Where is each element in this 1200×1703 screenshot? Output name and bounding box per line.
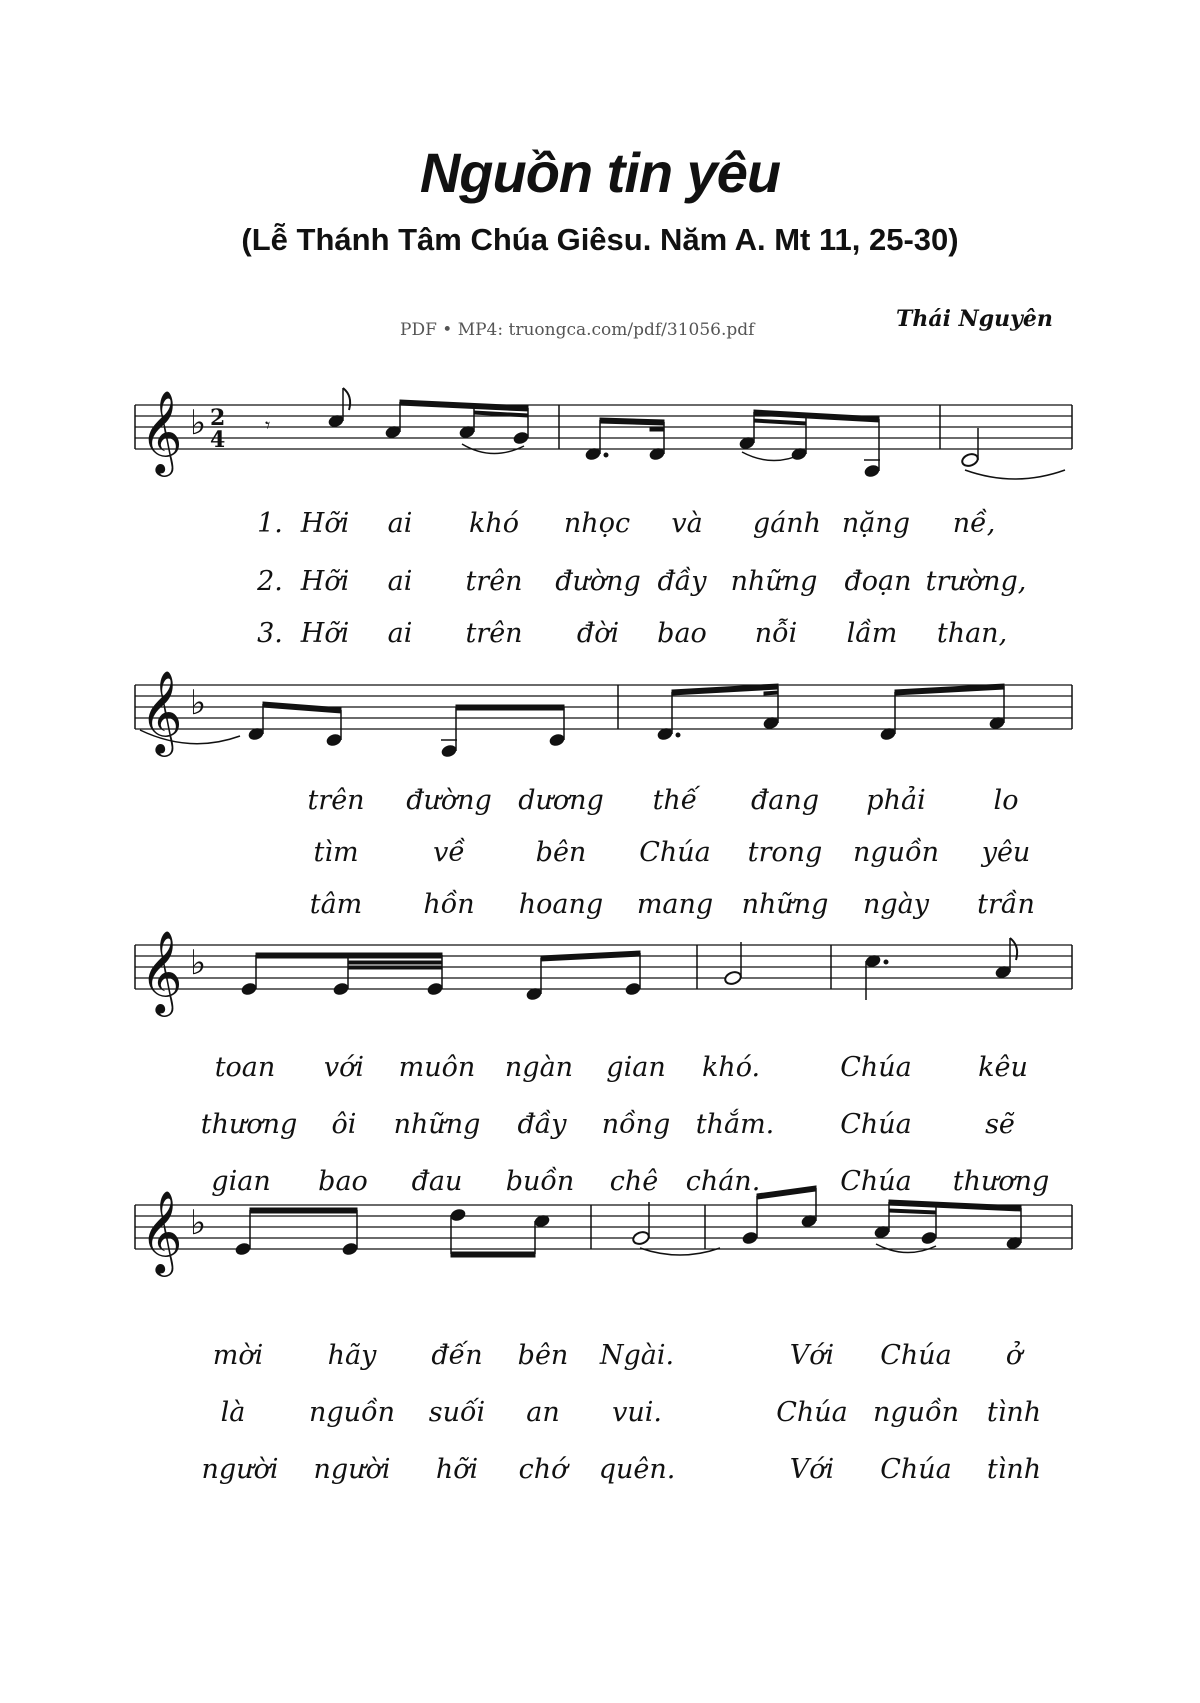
lyric-syllable: nồng (601, 1109, 671, 1140)
lyric-syllable: hoang (518, 889, 604, 920)
lyric-syllable: Với (789, 1340, 835, 1371)
lyric-syllable: đến (431, 1340, 483, 1371)
lyric-syllable: dương (518, 785, 604, 816)
lyric-syllable: mời (212, 1340, 264, 1371)
flat-icon: ♭ (190, 683, 207, 723)
notes-measure-2 (585, 410, 881, 478)
lyric-syllable: đường (406, 785, 492, 816)
lyric-syllable: ngày (862, 889, 930, 920)
lyric-syllable: bao (657, 618, 707, 649)
music-system-1 (0, 360, 1200, 500)
lyric-syllable: tình (986, 1397, 1042, 1428)
lyric-syllable: trên (307, 785, 365, 816)
lyric-syllable: Chúa (880, 1340, 952, 1371)
lyric-syllable: đau (411, 1166, 463, 1197)
song-title: Nguồn tin yêu (419, 141, 781, 204)
lyric-syllable: lo (993, 785, 1019, 816)
lyric-syllable: gian (211, 1166, 271, 1197)
lyric-syllable: tình (986, 1454, 1042, 1485)
lyric-syllable: và (671, 508, 703, 539)
lyric-syllable: Hỡi (300, 618, 350, 649)
lyric-syllable: nguồn (309, 1397, 395, 1428)
lyric-syllable: bên (535, 837, 587, 868)
lyric-syllable: suối (428, 1397, 486, 1428)
notes-measure-10 (632, 1202, 720, 1255)
lyric-syllable: quên. (598, 1454, 676, 1485)
lyric-syllable: toan (214, 1052, 276, 1083)
notes-measure-5 (657, 684, 1006, 741)
lyric-syllable: khó (468, 508, 520, 539)
lyric-syllable: bên (517, 1340, 569, 1371)
lyric-syllable: thắm. (695, 1109, 775, 1140)
lyric-syllable: muôn (398, 1052, 476, 1083)
lyric-syllable: nỗi (754, 618, 798, 649)
lyric-syllable: Chúa (840, 1109, 912, 1140)
music-system-3 (0, 900, 1200, 1040)
notes-measure-6 (241, 951, 642, 1001)
time-signature-top: 2 (210, 405, 226, 431)
lyric-syllable: hồn (423, 889, 475, 920)
lyric-syllable: trên (465, 566, 523, 597)
lyric-syllable: về (433, 837, 465, 868)
lyric-syllable: nề, (952, 508, 996, 539)
lyric-syllable: bao (318, 1166, 368, 1197)
lyric-syllable: an (526, 1397, 560, 1428)
lyric-verse-number: 1. (257, 508, 283, 539)
lyric-verse-number: 2. (257, 566, 283, 597)
lyric-syllable: lầm (846, 618, 898, 649)
lyric-syllable: gian (606, 1052, 666, 1083)
lyric-syllable: trường, (925, 566, 1027, 597)
lyric-syllable: sẽ (985, 1109, 1015, 1140)
lyric-syllable: ai (387, 566, 413, 597)
lyric-syllable: ở (1005, 1340, 1023, 1371)
lyric-syllable: mang (636, 889, 714, 920)
flat-icon: ♭ (190, 943, 207, 983)
staff-3 (0, 900, 1200, 1040)
lyric-syllable: nhọc (563, 508, 631, 539)
lyric-syllable: thương (200, 1109, 298, 1140)
lyric-syllable: gánh (752, 508, 822, 539)
lyric-syllable: ôi (331, 1109, 357, 1140)
notes-measure-7 (724, 942, 743, 986)
lyric-syllable: người (201, 1454, 279, 1485)
notes-measure-1 (328, 388, 530, 454)
lyric-syllable: chớ (518, 1454, 568, 1485)
song-subtitle: (Lễ Thánh Tâm Chúa Giêsu. Năm A. Mt 11, 25-30) (241, 222, 959, 257)
lyric-syllable: những (741, 889, 829, 920)
flat-icon: ♭ (190, 403, 207, 443)
treble-clef-icon: 𝄞 (140, 929, 183, 1013)
lyric-syllable: thương (952, 1166, 1050, 1197)
lyric-syllable: Chúa (880, 1454, 952, 1485)
lyric-syllable: đang (750, 785, 820, 816)
lyric-syllable: đoạn (844, 566, 912, 597)
lyric-syllable: những (730, 566, 818, 597)
lyric-syllable: trên (465, 618, 523, 649)
lyric-syllable: ngàn (504, 1052, 574, 1083)
music-system-2 (0, 640, 1200, 780)
lyric-syllable: tâm (309, 889, 363, 920)
lyric-syllable: Chúa (840, 1052, 912, 1083)
staff-2 (0, 640, 1200, 780)
notes-measure-3 (961, 428, 1065, 479)
lyric-syllable: với (323, 1052, 365, 1083)
lyric-syllable: đời (576, 618, 620, 649)
lyric-verse-number: 3. (257, 618, 283, 649)
lyric-syllable: kêu (978, 1052, 1028, 1083)
lyric-syllable: hãy (327, 1340, 377, 1371)
lyric-syllable: Hỡi (300, 566, 350, 597)
lyric-syllable: yêu (981, 837, 1031, 868)
treble-clef-icon: 𝄞 (140, 669, 183, 753)
lyric-syllable: thế (652, 785, 698, 816)
lyric-syllable: Chúa (776, 1397, 848, 1428)
lyric-syllable: trong (747, 837, 823, 868)
time-signature-bottom: 4 (210, 427, 226, 453)
lyric-syllable: phải (866, 785, 926, 816)
lyric-syllable: nguồn (853, 837, 939, 868)
lyric-syllable: Với (789, 1454, 835, 1485)
lyric-syllable: hỡi (435, 1454, 479, 1485)
composer-name: Thái Nguyên (896, 306, 1053, 332)
lyric-syllable: đường (555, 566, 641, 597)
lyric-syllable: là (220, 1397, 246, 1428)
lyric-syllable: đầy (657, 566, 707, 597)
lyric-syllable: vui. (612, 1397, 662, 1428)
lyric-syllable: khó. (701, 1052, 761, 1083)
lyric-syllable: nguồn (873, 1397, 959, 1428)
notes-measure-8 (865, 938, 1017, 1000)
lyric-syllable: than, (936, 618, 1008, 649)
lyric-syllable: Hỡi (300, 508, 350, 539)
lyric-syllable: ai (387, 618, 413, 649)
staff-1 (0, 360, 1200, 500)
lyric-syllable: chê (609, 1166, 659, 1197)
lyric-syllable: trần (977, 889, 1035, 920)
lyric-syllable: buồn (505, 1166, 575, 1197)
lyric-syllable: ai (387, 508, 413, 539)
lyric-syllable: Ngài. (599, 1340, 675, 1371)
lyric-syllable: nặng (841, 508, 911, 539)
lyric-syllable: những (393, 1109, 481, 1140)
flat-icon: ♭ (190, 1203, 207, 1243)
lyric-syllable: chán. (685, 1166, 761, 1197)
treble-clef-icon: 𝄞 (140, 389, 183, 473)
lyric-syllable: tìm (313, 837, 359, 868)
lyric-syllable: Chúa (840, 1166, 912, 1197)
lyric-syllable: người (313, 1454, 391, 1485)
eighth-rest-icon: 𝄾 (265, 413, 271, 437)
source-link[interactable]: PDF • MP4: truongca.com/pdf/31056.pdf (400, 320, 755, 340)
lyric-syllable: Chúa (639, 837, 711, 868)
lyric-syllable: đầy (517, 1109, 567, 1140)
treble-clef-icon: 𝄞 (140, 1189, 183, 1273)
